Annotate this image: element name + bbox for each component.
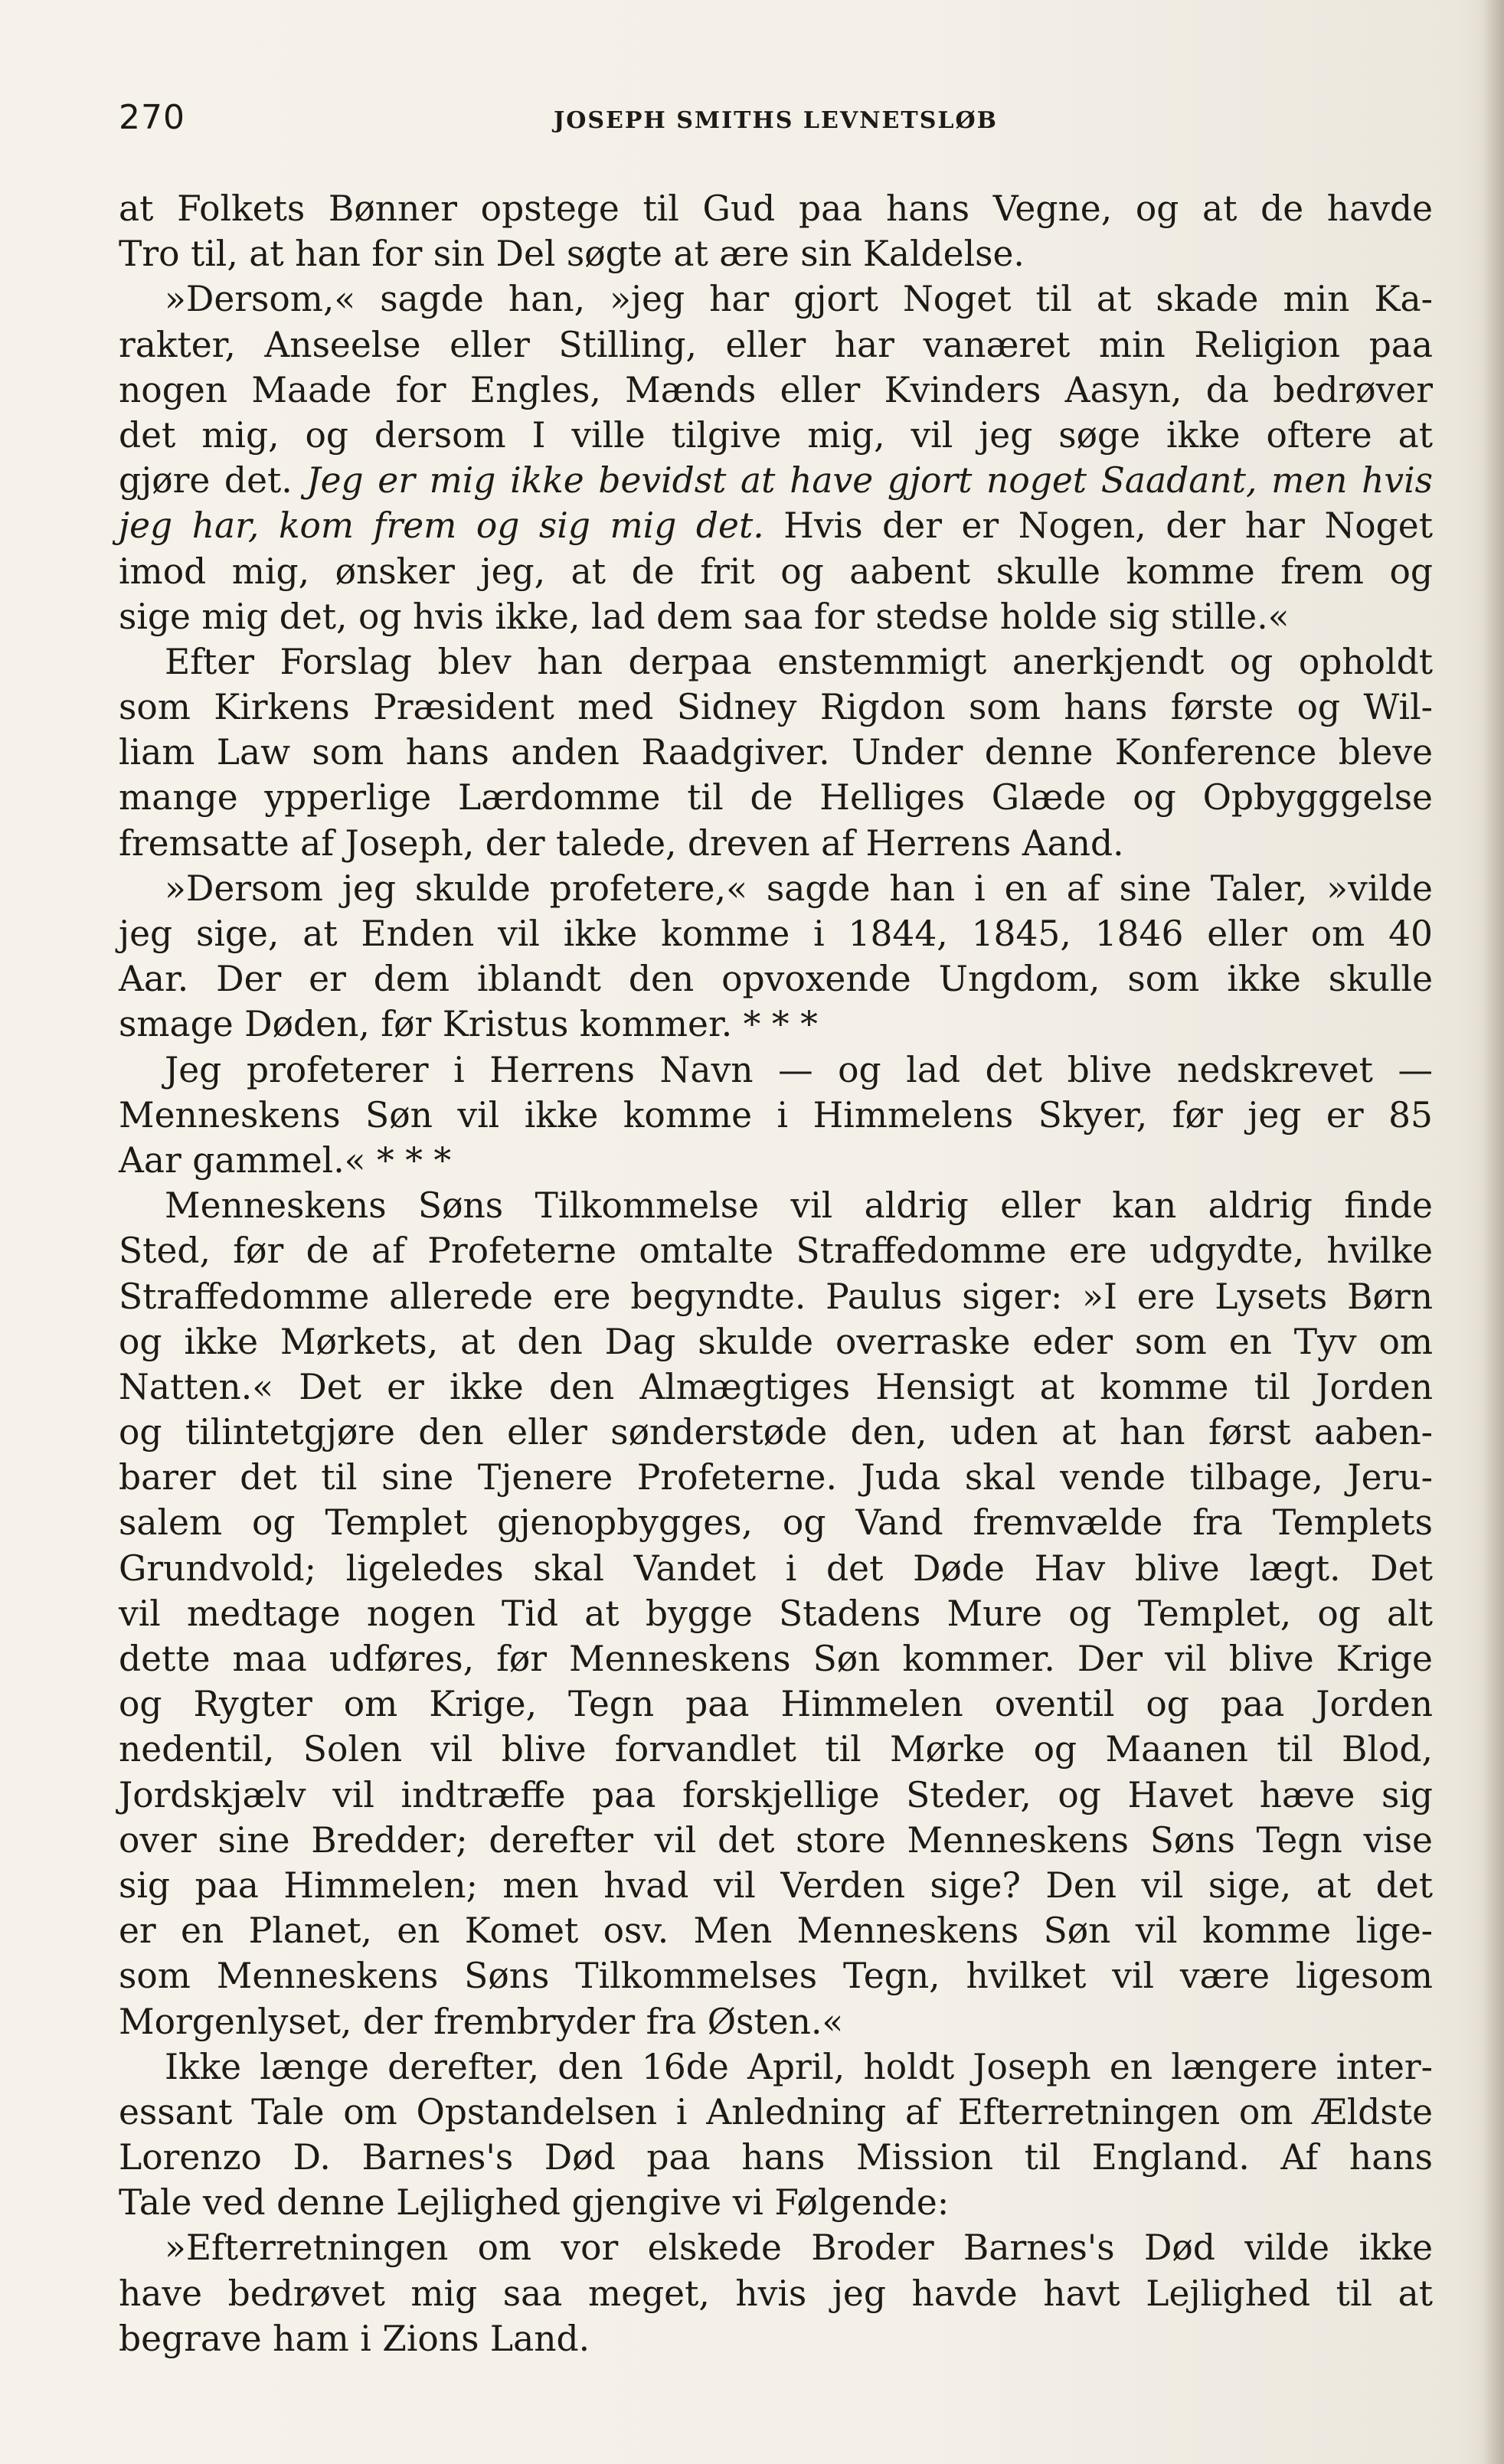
text-line: det mig, og dersom I ville tilgive mig, vil jeg søge ikke oftere at — [119, 414, 1433, 456]
text-line: Natten.« Det er ikke den Almægtiges Hensigt at komme til Jorden — [119, 1366, 1433, 1407]
text-line: Morgenlyset, der frembryder fra Østen.« — [119, 2001, 844, 2042]
text-line — [119, 503, 1433, 548]
text-line: Efter Forslag blev han derpaa enstemmigt anerkjendt og opholdt — [165, 641, 1433, 682]
text-line: have bedrøvet mig saa meget, hvis jeg havde havt Lejlighed til at — [119, 2273, 1433, 2314]
text-line: Tro til, at han for sin Del søgte at ære sin Kaldelse. — [119, 234, 1025, 275]
text-line: Lorenzo D. Barnes's Død paa hans Mission til England. Af hans — [119, 2137, 1433, 2178]
text-line: imod mig, ønsker jeg, at de frit og aabent skulle komme frem og — [119, 551, 1433, 592]
page-number: 270 — [119, 98, 185, 137]
text-line: Grundvold; ligeledes skal Vandet i det Døde Hav blive lægt. Det — [119, 1547, 1433, 1589]
text-line: nogen Maade for Engles, Mænds eller Kvinders Aasyn, da bedrøver — [119, 369, 1433, 410]
page-header — [119, 98, 1433, 152]
text-line: Aar. Der er dem iblandt den opvoxende Ungdom, som ikke skulle — [119, 959, 1433, 1000]
text-line: »Efterretningen om vor elskede Broder Barnes's Død vilde ikke — [165, 2227, 1433, 2269]
text-line: som Kirkens Præsident med Sidney Rigdon som hans første og Wil- — [119, 687, 1433, 728]
text-line: begrave ham i Zions Land. — [119, 2318, 590, 2359]
text-line: og tilintetgjøre den eller sønderstøde den, uden at han først aaben- — [119, 1412, 1433, 1453]
text-line: Tale ved denne Lejlighed gjengive vi Følgende: — [119, 2182, 950, 2224]
text-line: Jeg profeterer i Herrens Navn — og lad det blive nedskrevet — — [165, 1049, 1433, 1090]
text-line: mange ypperlige Lærdomme til de Helliges Glæde og Opbygggelse — [119, 777, 1433, 819]
text-line: at Folkets Bønner opstege til Gud paa hans Vegne, og at de havde — [119, 188, 1433, 229]
text-line: Sted, før de af Profeterne omtalte Straffedomme ere udgydte, hvilke — [119, 1230, 1433, 1272]
text-line: og ikke Mørkets, at den Dag skulde overraske eder som en Tyv om — [119, 1321, 1433, 1362]
text-roman: Hvis der er Nogen, der har Noget — [763, 505, 1433, 547]
text-line: Straffedomme allerede ere begyndte. Paulus siger: »I ere Lysets Børn — [119, 1276, 1433, 1317]
text-line: Aar gammel.« * * * — [119, 1139, 452, 1181]
text-line: rakter, Anseelse eller Stilling, eller har vanæret min Religion paa — [119, 324, 1433, 365]
text-line: over sine Bredder; derefter vil det store Menneskens Søns Tegn vise — [119, 1819, 1433, 1861]
text-line: »Dersom jeg skulde profetere,« sagde han i en af sine Taler, »vilde — [165, 868, 1433, 909]
text-line: barer det til sine Tjenere Profeterne. Juda skal vende tilbage, Jeru- — [119, 1457, 1433, 1498]
text-line: som Menneskens Søns Tilkommelses Tegn, hvilket vil være ligesom — [119, 1956, 1433, 1997]
text-italic: Jeg er mig ikke bevidst at have gjort noget Saadant, men hvis — [306, 460, 1434, 502]
text-line: salem og Templet gjenopbygges, og Vand fremvælde fra Templets — [119, 1502, 1433, 1544]
text-line: liam Law som hans anden Raadgiver. Under denne Konference bleve — [119, 732, 1433, 773]
text-line: Jordskjælv vil indtræffe paa forskjellige Steder, og Havet hæve sig — [119, 1774, 1433, 1815]
text-line: Menneskens Søn vil ikke komme i Himmelens Skyer, før jeg er 85 — [119, 1094, 1433, 1136]
text-line: Menneskens Søns Tilkommelse vil aldrig eller kan aldrig finde — [165, 1185, 1433, 1227]
running-title: JOSEPH SMITHS LEVNETSLØB — [554, 107, 998, 134]
text-line: fremsatte af Joseph, der talede, dreven af Herrens Aand. — [119, 822, 1124, 864]
text-line: vil medtage nogen Tid at bygge Stadens Mure og Templet, og alt — [119, 1593, 1433, 1634]
text-line: smage Døden, før Kristus kommer. * * * — [119, 1004, 818, 1045]
body-text — [119, 186, 1433, 2361]
text-line: nedentil, Solen vil blive forvandlet til Mørke og Maanen til Blod, — [119, 1729, 1433, 1770]
text-line: sig paa Himmelen; men hvad vil Verden sige? Den vil sige, at det — [119, 1864, 1433, 1906]
text-line: essant Tale om Opstandelsen i Anledning af Efterretningen om Ældste — [119, 2091, 1433, 2132]
text-line: »Dersom,« sagde han, »jeg har gjort Noget til at skade min Ka- — [165, 279, 1433, 320]
text-line: og Rygter om Krige, Tegn paa Himmelen oventil og paa Jorden — [119, 1684, 1433, 1725]
page-spine-shadow — [1483, 0, 1504, 2464]
text-line: Ikke længe derefter, den 16de April, holdt Joseph en længere inter- — [165, 2046, 1433, 2087]
text-roman: gjøre det. — [119, 460, 307, 502]
text-line: sige mig det, og hvis ikke, lad dem saa for stedse holde sig stille.« — [119, 596, 1290, 637]
text-line: jeg sige, at Enden vil ikke komme i 1844, 1845, 1846 eller om 40 — [119, 913, 1433, 954]
text-line — [119, 458, 1433, 503]
text-italic: jeg har, kom frem og sig mig det. — [119, 505, 764, 547]
text-line: er en Planet, en Komet osv. Men Menneskens Søn vil komme lige- — [119, 1910, 1433, 1952]
text-line: dette maa udføres, før Menneskens Søn kommer. Der vil blive Krige — [119, 1639, 1433, 1679]
